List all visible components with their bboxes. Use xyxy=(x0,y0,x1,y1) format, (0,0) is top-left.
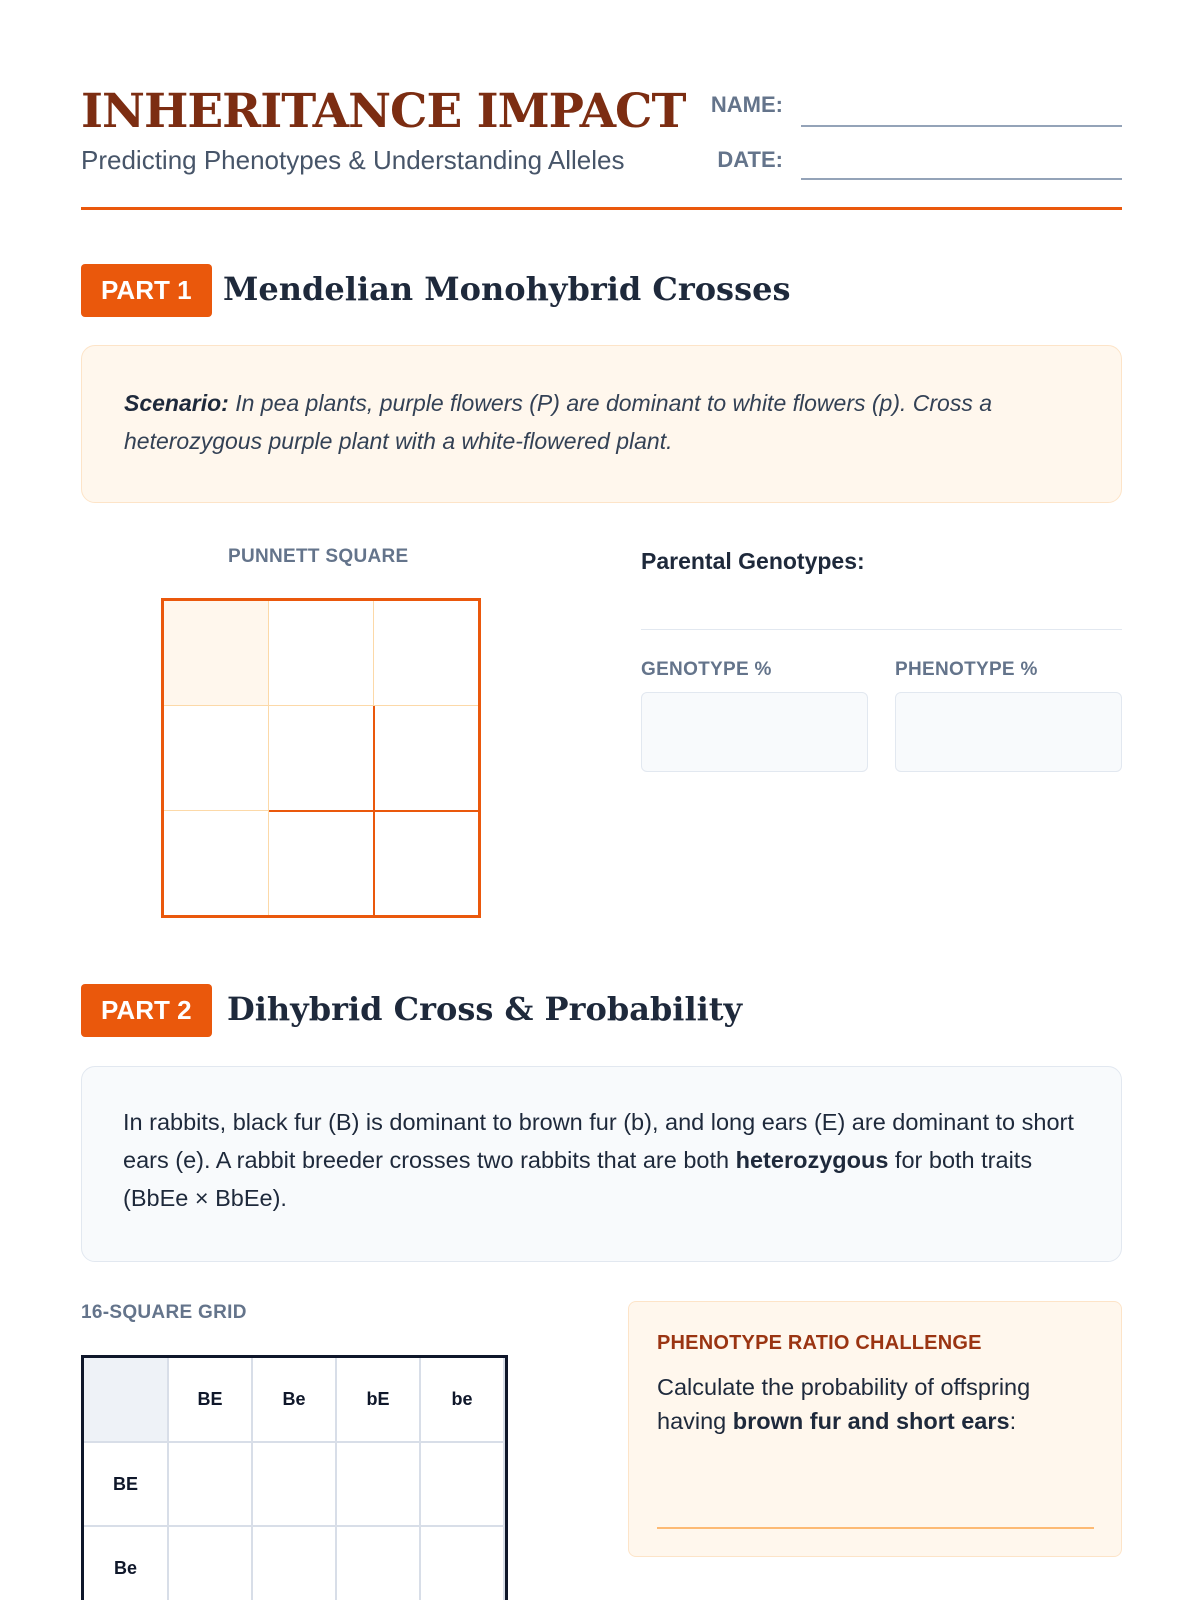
date-label: DATE: xyxy=(717,147,783,172)
challenge-emphasis: brown fur and short ears xyxy=(732,1408,1010,1434)
grid-offspring-cell[interactable] xyxy=(420,1526,504,1600)
punnett-gridline xyxy=(164,810,269,811)
worksheet-subtitle: Predicting Phenotypes & Understanding Alleles xyxy=(81,145,625,175)
grid-caption: 16-SQUARE GRID xyxy=(81,1302,247,1323)
phenotype-label: PHENOTYPE % xyxy=(895,659,1038,680)
scenario-text: In pea plants, purple flowers (P) are dominant to white flowers (p). Cross a heterozygous purple plant with a white-flowered plant. xyxy=(124,390,992,454)
genotype-answer-box[interactable] xyxy=(641,692,868,772)
punnett-header-cell[interactable] xyxy=(164,811,268,915)
problem-text-end: for both traits (BbEe × BbEe). xyxy=(123,1147,1033,1211)
punnett-gridline xyxy=(373,601,374,706)
name-label: NAME: xyxy=(710,92,783,117)
grid-column-header: be xyxy=(420,1358,504,1442)
punnett-offspring-cell[interactable] xyxy=(269,706,373,810)
punnett-offspring-cell[interactable] xyxy=(374,811,478,915)
problem-text: In rabbits, black fur (B) is dominant to brown fur (b), and long ears (E) are dominant to short ears (e). A rabbit breeder crosses two rabbits that are both xyxy=(123,1109,1074,1173)
part1-badge: PART 1 xyxy=(81,264,212,317)
problem-emphasis: heterozygous xyxy=(735,1147,889,1173)
grid-offspring-cell[interactable] xyxy=(252,1526,336,1600)
phenotype-answer-box[interactable] xyxy=(895,692,1122,772)
challenge-answer-field[interactable] xyxy=(657,1527,1094,1529)
part2-title: Dihybrid Cross & Probability xyxy=(227,990,743,1028)
genotype-label: GENOTYPE % xyxy=(641,659,772,680)
grid-offspring-cell[interactable] xyxy=(420,1442,504,1526)
part2-badge: PART 2 xyxy=(81,984,212,1037)
dihybrid-grid xyxy=(81,1355,508,1600)
punnett-corner-cell xyxy=(164,601,268,705)
punnett-header-cell[interactable] xyxy=(374,601,478,705)
part1-scenario-box xyxy=(81,345,1122,503)
punnett-square xyxy=(161,598,481,918)
name-field[interactable] xyxy=(801,125,1122,127)
grid-offspring-cell[interactable] xyxy=(252,1442,336,1526)
punnett-header-cell[interactable] xyxy=(269,601,373,705)
punnett-gridline xyxy=(164,705,478,706)
parental-genotypes-label: Parental Genotypes: xyxy=(641,548,865,574)
challenge-text xyxy=(657,1370,1097,1438)
punnett-header-cell[interactable] xyxy=(164,706,268,810)
parental-genotypes-field[interactable] xyxy=(641,629,1122,630)
grid-column-header: Be xyxy=(252,1358,336,1442)
grid-column-header: BE xyxy=(168,1358,252,1442)
punnett-gridline xyxy=(269,810,478,812)
worksheet-page xyxy=(81,0,1122,1600)
phenotype-challenge-box xyxy=(628,1301,1122,1557)
scenario-label: Scenario: xyxy=(124,390,229,416)
grid-corner-cell xyxy=(84,1358,168,1442)
date-field[interactable] xyxy=(801,178,1122,180)
punnett-caption: PUNNETT SQUARE xyxy=(228,546,409,567)
grid-row-header: BE xyxy=(84,1442,168,1526)
grid-row-header: Be xyxy=(84,1526,168,1600)
grid-offspring-cell[interactable] xyxy=(336,1526,420,1600)
grid-offspring-cell[interactable] xyxy=(336,1442,420,1526)
challenge-title: PHENOTYPE RATIO CHALLENGE xyxy=(657,1332,982,1354)
challenge-text-end: : xyxy=(1009,1408,1017,1434)
punnett-gridline xyxy=(268,601,269,915)
part1-title: Mendelian Monohybrid Crosses xyxy=(223,270,791,308)
challenge-text-start: Calculate the probability of offspring having xyxy=(657,1374,1031,1434)
grid-column-header: bE xyxy=(336,1358,420,1442)
worksheet-title: INHERITANCE IMPACT xyxy=(81,84,686,139)
header-divider xyxy=(81,207,1122,210)
grid-offspring-cell[interactable] xyxy=(168,1526,252,1600)
grid-offspring-cell[interactable] xyxy=(168,1442,252,1526)
part2-problem-box xyxy=(81,1066,1122,1262)
punnett-offspring-cell[interactable] xyxy=(374,706,478,810)
punnett-offspring-cell[interactable] xyxy=(269,811,373,915)
